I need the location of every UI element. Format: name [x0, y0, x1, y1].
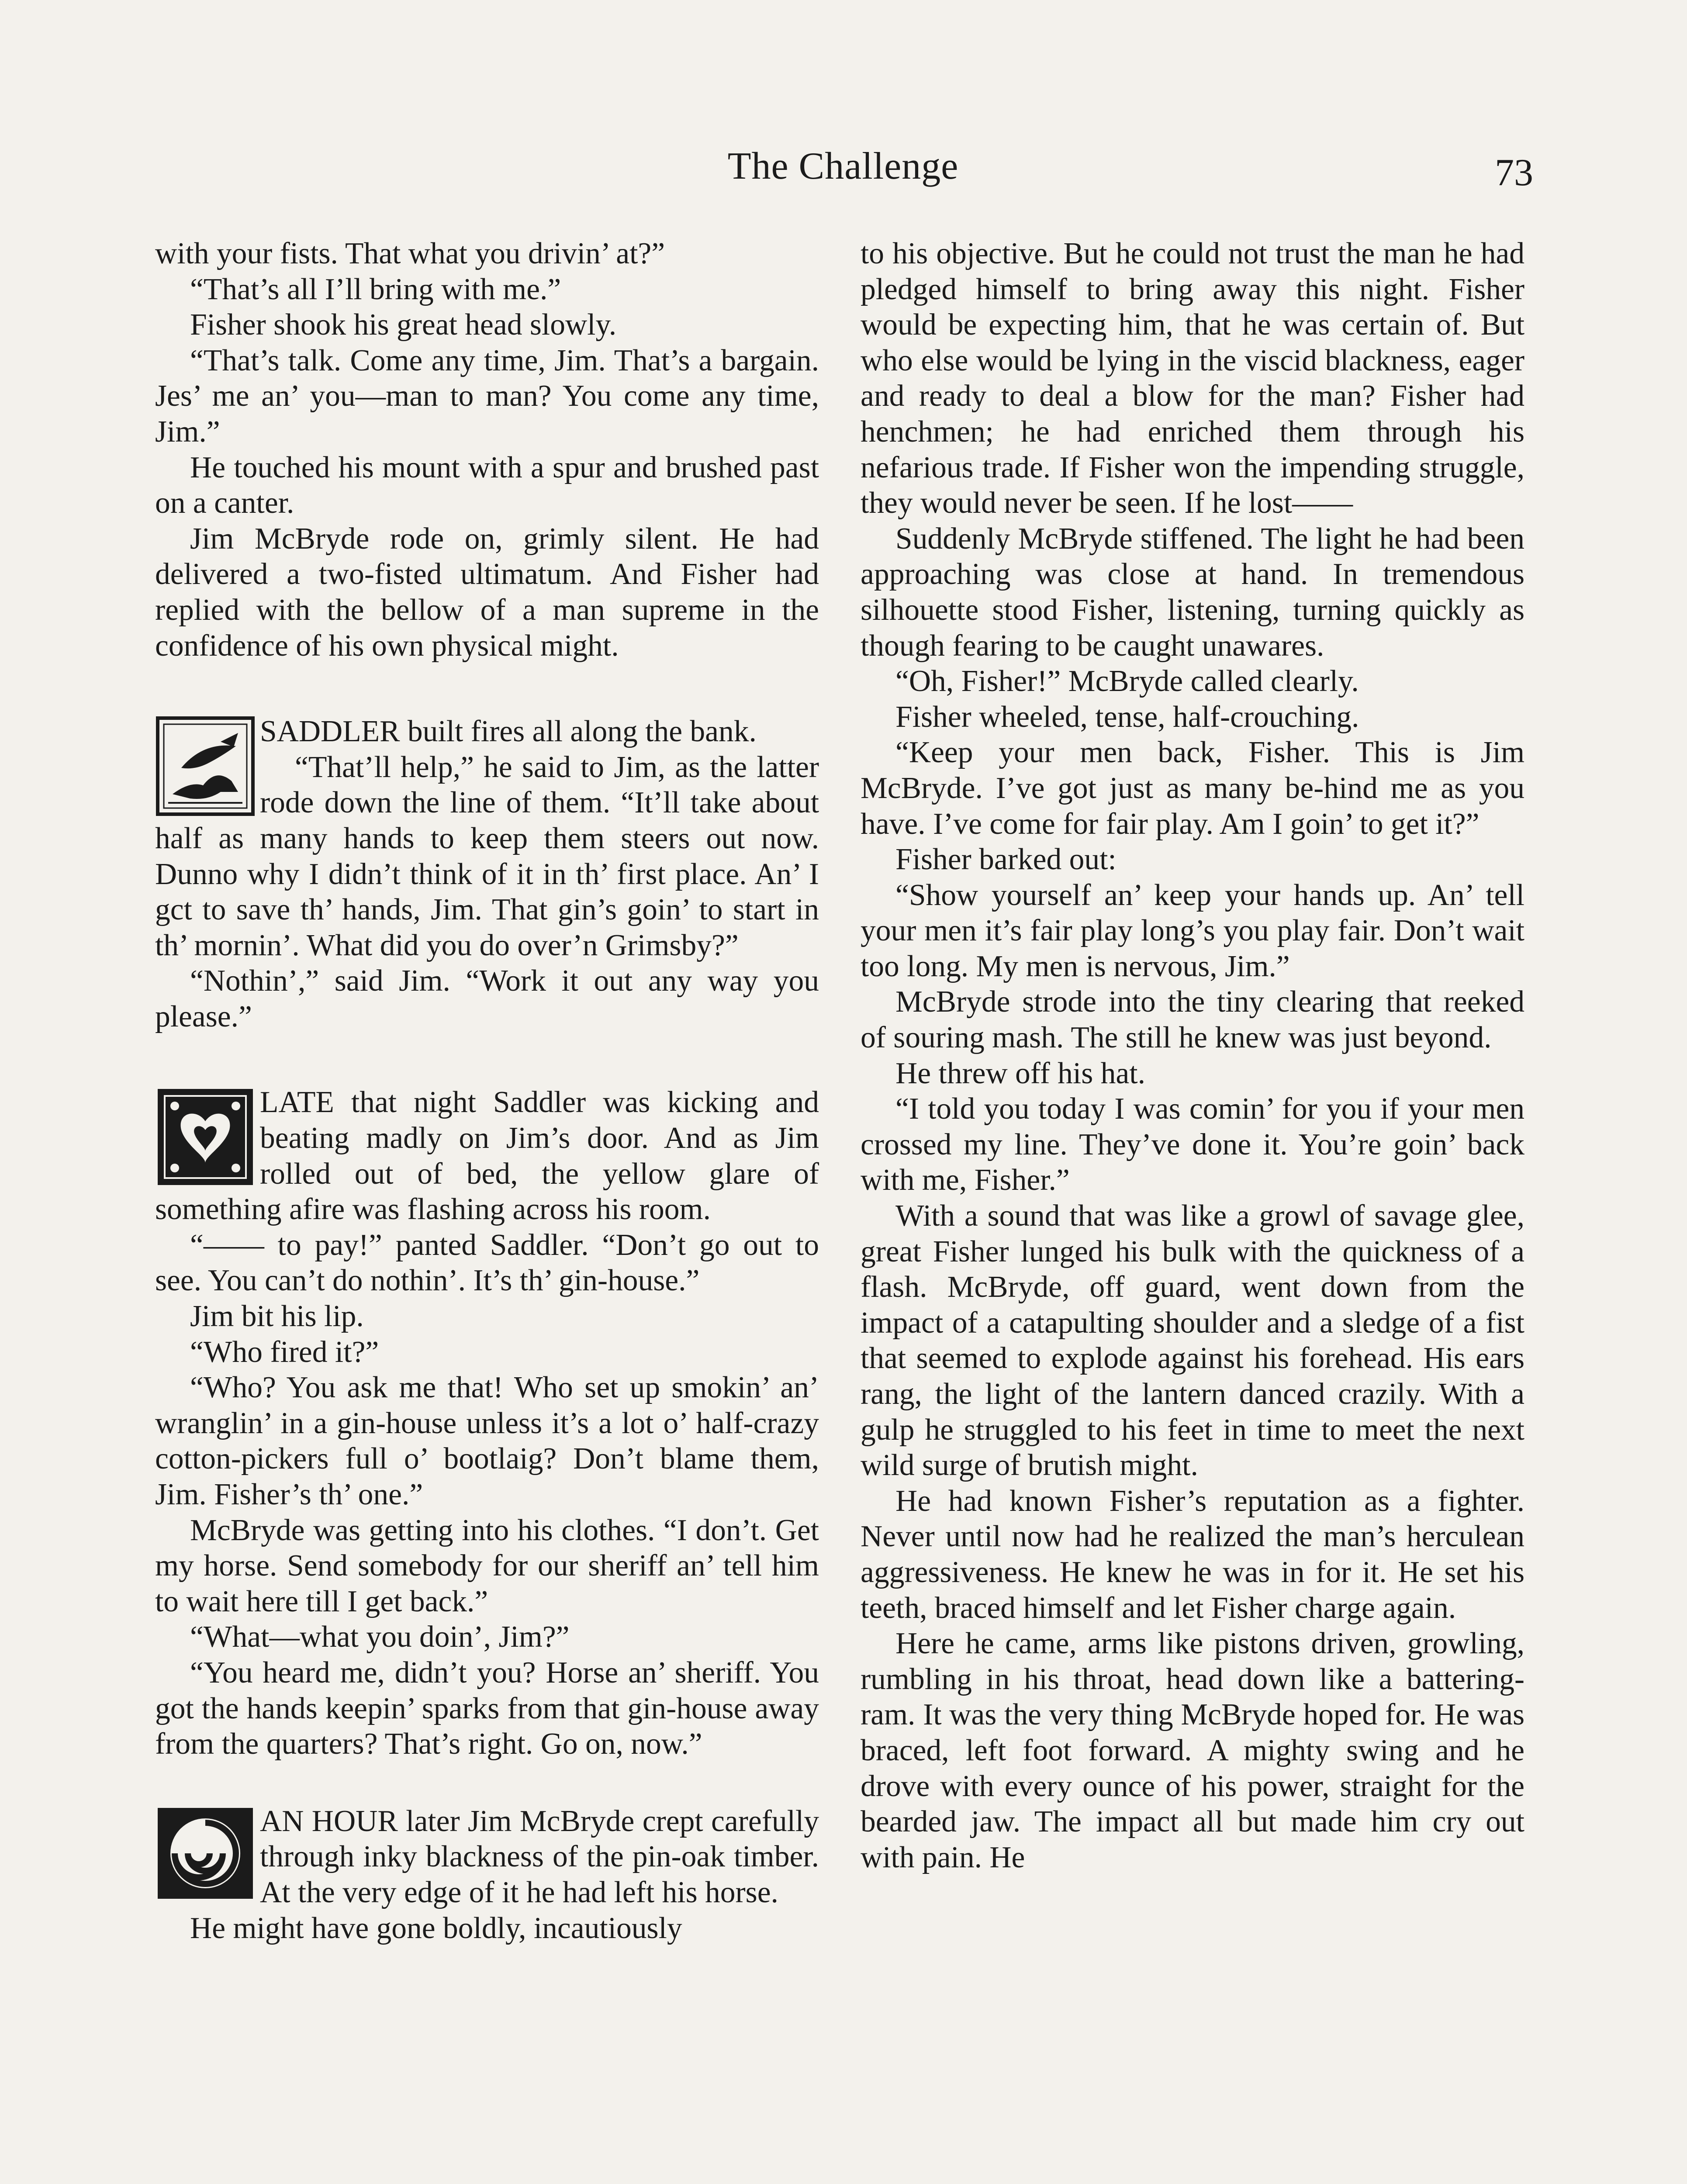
paragraph: Here he came, arms like pistons driven, growling, rumbling in his throat, head down like a battering-ram. It was the very thing McBryde hoped for. He was braced, left foot forward. A mighty swing and he drove with every ounce of his power, straight for the bearded jaw. The impact all but made him cry out with pain. He — [861, 1627, 1525, 1874]
paragraph: Jim McBryde rode on, grimly silent. He had delivered a two-fisted ultimatum. And Fisher had replied with the bellow of a man supreme in the confidence of his own physical might. — [155, 522, 819, 663]
paragraph: “You heard me, didn’t you? Horse an’ sheriff. You got the hands keepin’ sparks from that gin-house away from the quarters? That’s right. Go on, now.” — [155, 1655, 819, 1761]
heart-ornament-icon — [155, 1086, 256, 1188]
horse-rider-ornament-icon — [155, 715, 256, 817]
paragraph: Fisher barked out: — [895, 843, 1117, 877]
section-lead-paragraph: LATE that night Saddler was kicking and beating madly on Jim’s door. And as Jim rolled out of bed, the yellow glare of something afire was flashing across his room. — [155, 1085, 819, 1227]
paragraph: “Nothin’,” said Jim. “Work it out any way you please.” — [155, 964, 819, 1033]
paragraph: to his objective. But he could not trust the man he had pledged himself to bring away this night. Fisher would be expecting him, that he was certain of. But who else would be lying in the viscid blackness, eager and ready to deal a blow for the man? Fisher had henchmen; he had enriched them through his nefarious trade. If Fisher won the impending struggle, they would never be seen. If he lost—— — [861, 237, 1525, 520]
section-saddler — [155, 714, 819, 1034]
section-lead-paragraph: AN HOUR later Jim McBryde crept carefully through inky blackness of the pin-oak timber. At the very edge of it he had left his horse. — [260, 1804, 819, 1909]
section-hour — [155, 1804, 819, 1946]
paragraph: “Show yourself an’ keep your hands up. An’ tell your men it’s fair play long’s you play fair. Don’t wait too long. My men is nervous, Jim.” — [861, 878, 1525, 983]
section-lead-paragraph: SADDLER built fires all along the bank. — [260, 715, 757, 749]
page-number: 73 — [1495, 152, 1533, 194]
paragraph: Suddenly McBryde stiffened. The light he had been approaching was close at hand. In tremendous silhouette stood Fisher, listening, turning quickly as though fearing to be caught unawares. — [861, 522, 1525, 663]
paragraph: He might have gone boldly, incautiously — [190, 1911, 682, 1945]
page-header-title: The Challenge — [727, 145, 959, 187]
paragraph: McBryde was getting into his clothes. “I don’t. Get my horse. Send somebody for our sheriff an’ tell him to wait here till I get back.” — [155, 1513, 819, 1618]
paragraph: “What—what you doin’, Jim?” — [190, 1620, 570, 1654]
paragraph: “Who? You ask me that! Who set up smokin’ an’ wranglin’ in a gin-house unless it’s a lot o’ half-crazy cotton-pickers full o’ bootlaig? Don’t blame them, Jim. Fisher’s th’ one.” — [155, 1371, 819, 1511]
paragraph: With a sound that was like a growl of savage glee, great Fisher lunged his bulk with the quickness of a flash. McBryde, off guard, went down from the impact of a catapulting shoulder and a sledge of a fist that seemed to explode against his forehead. His ears rang, the light of the lantern danced crazily. With a gulp he struggled to his feet in time to meet the next wild surge of brutish might. — [861, 1199, 1525, 1482]
paragraph: with your fists. That what you drivin’ at?” — [155, 237, 665, 270]
paragraph: He threw off his hat. — [895, 1056, 1145, 1090]
paragraph: “—— to pay!” panted Saddler. “Don’t go out to see. You can’t do nothin’. It’s th’ gin-house.” — [155, 1228, 819, 1298]
swirl-ornament-icon — [155, 1805, 256, 1901]
paragraph: “That’s talk. Come any time, Jim. That’s a bargain. Jes’ me an’ you—man to man? You come any time, Jim.” — [155, 343, 819, 449]
paragraph: Fisher wheeled, tense, half-crouching. — [895, 700, 1359, 734]
paragraph: “Oh, Fisher!” McBryde called clearly. — [895, 664, 1359, 698]
section-late — [155, 1085, 819, 1762]
left-column — [155, 236, 819, 1946]
paragraph: “I told you today I was comin’ for you if your men crossed my line. They’ve done it. You’re goin’ back with me, Fisher.” — [861, 1092, 1525, 1197]
paragraph: He touched his mount with a spur and brushed past on a canter. — [155, 450, 819, 520]
right-column — [861, 236, 1525, 1875]
paragraph: He had known Fisher’s reputation as a fighter. Never until now had he realized the man’s herculean aggressiveness. He knew he was in for it. He set his teeth, braced himself and let Fisher charge again. — [861, 1484, 1525, 1625]
paragraph: “Who fired it?” — [190, 1335, 379, 1369]
paragraph: Fisher shook his great head slowly. — [190, 308, 617, 342]
paragraph: Jim bit his lip. — [190, 1299, 364, 1334]
paragraph: “That’ll help,” he said to Jim, as the latter rode down the line of them. “It’ll take about half as many hands to keep them steers out now. Dunno why I didn’t think of it in th’ first place. An’ I gct to save th’ hands, Jim. That gin’s goin’ to start in th’ mornin’. What did you do over’n Grimsby?” — [155, 750, 819, 962]
paragraph: McBryde strode into the tiny clearing that reeked of souring mash. The still he knew was just beyond. — [861, 985, 1525, 1055]
paragraph: “That’s all I’ll bring with me.” — [190, 272, 561, 306]
paragraph: “Keep your men back, Fisher. This is Jim McBryde. I’ve got just as many be-hind me as you have. I’ve come for fair play. Am I goin’ to get it?” — [861, 736, 1525, 841]
